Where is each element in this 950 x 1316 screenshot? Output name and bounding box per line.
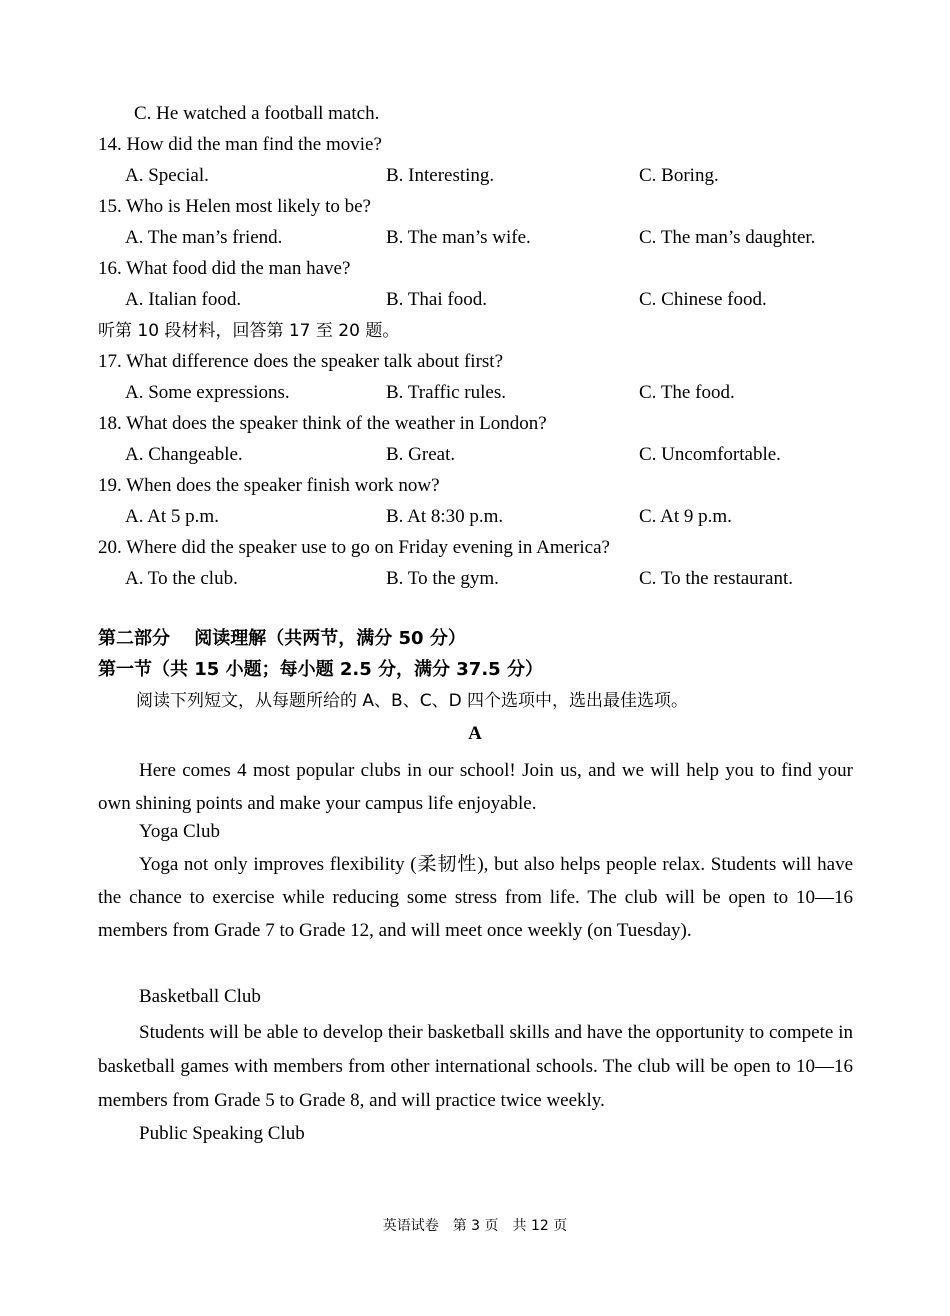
q19-option-b: B. At 8:30 p.m.	[386, 506, 504, 527]
intro-paragraph	[98, 754, 853, 820]
q17-option-b: B. Traffic rules.	[386, 382, 506, 403]
question-19: 19. When does the speaker finish work now?	[98, 475, 440, 496]
page-footer: 英语试卷 第 3 页 共 12 页	[382, 1218, 568, 1234]
question-14: 14. How did the man find the movie?	[98, 134, 382, 155]
q16-option-c: C. Chinese food.	[639, 289, 767, 310]
q14-option-b: B. Interesting.	[386, 165, 495, 186]
q20-option-a: A. To the club.	[125, 568, 238, 589]
q15-option-c: C. The man’s daughter.	[639, 227, 816, 248]
q15-option-a: A. The man’s friend.	[125, 227, 283, 248]
q17-option-a: A. Some expressions.	[125, 382, 290, 403]
q18-option-a: A. Changeable.	[125, 444, 243, 465]
basketball-paragraph	[98, 1016, 853, 1118]
passage-letter: A	[468, 723, 482, 744]
part-two-heading: 第二部分 阅读理解（共两节，满分 50 分）	[98, 628, 466, 649]
q16-option-a: A. Italian food.	[125, 289, 242, 310]
yoga-text: Yoga not only improves flexibility (柔韧性), but also helps people relax. Students will have the chance to exercise while reducing some stress from life. The club will be open to 10—16 members from Grade 7 to Grade 12, and will meet once weekly (on Tuesday).	[98, 854, 853, 941]
q16-option-b: B. Thai food.	[386, 289, 487, 310]
q20-option-b: B. To the gym.	[386, 568, 499, 589]
q17-option-c: C. The food.	[639, 382, 735, 403]
q14-option-c: C. Boring.	[639, 165, 719, 186]
reading-instruction: 阅读下列短文，从每题所给的 A、B、C、D 四个选项中，选出最佳选项。	[136, 691, 689, 711]
q20-option-c: C. To the restaurant.	[639, 568, 793, 589]
question-15: 15. Who is Helen most likely to be?	[98, 196, 371, 217]
q19-option-a: A. At 5 p.m.	[125, 506, 219, 527]
q15-option-b: B. The man’s wife.	[386, 227, 531, 248]
q18-option-b: B. Great.	[386, 444, 456, 465]
q19-option-c: C. At 9 p.m.	[639, 506, 732, 527]
section-10-instruction: 听第 10 段材料，回答第 17 至 20 题。	[98, 321, 400, 341]
intro-text: Here comes 4 most popular clubs in our school! Join us, and we will help you to find your own shining points and make your campus life enjoyable.	[98, 760, 853, 814]
q13-option-c: C. He watched a football match.	[134, 103, 380, 124]
yoga-paragraph	[98, 848, 853, 947]
question-16: 16. What food did the man have?	[98, 258, 351, 279]
basketball-text: Students will be able to develop their basketball skills and have the opportunity to compete in basketball games with members from other international schools. The club will be open to 10—16 members from Grade 5 to Grade 8, and will practice twice weekly.	[98, 1022, 853, 1111]
question-20: 20. Where did the speaker use to go on Friday evening in America?	[98, 537, 610, 558]
public-speaking-club-title: Public Speaking Club	[139, 1123, 305, 1144]
question-18: 18. What does the speaker think of the weather in London?	[98, 413, 547, 434]
basketball-club-title: Basketball Club	[139, 986, 261, 1007]
q18-option-c: C. Uncomfortable.	[639, 444, 781, 465]
section-one-heading: 第一节（共 15 小题；每小题 2.5 分，满分 37.5 分）	[98, 659, 543, 680]
yoga-club-title: Yoga Club	[139, 821, 220, 842]
question-17: 17. What difference does the speaker talk about first?	[98, 351, 504, 372]
q14-option-a: A. Special.	[125, 165, 209, 186]
